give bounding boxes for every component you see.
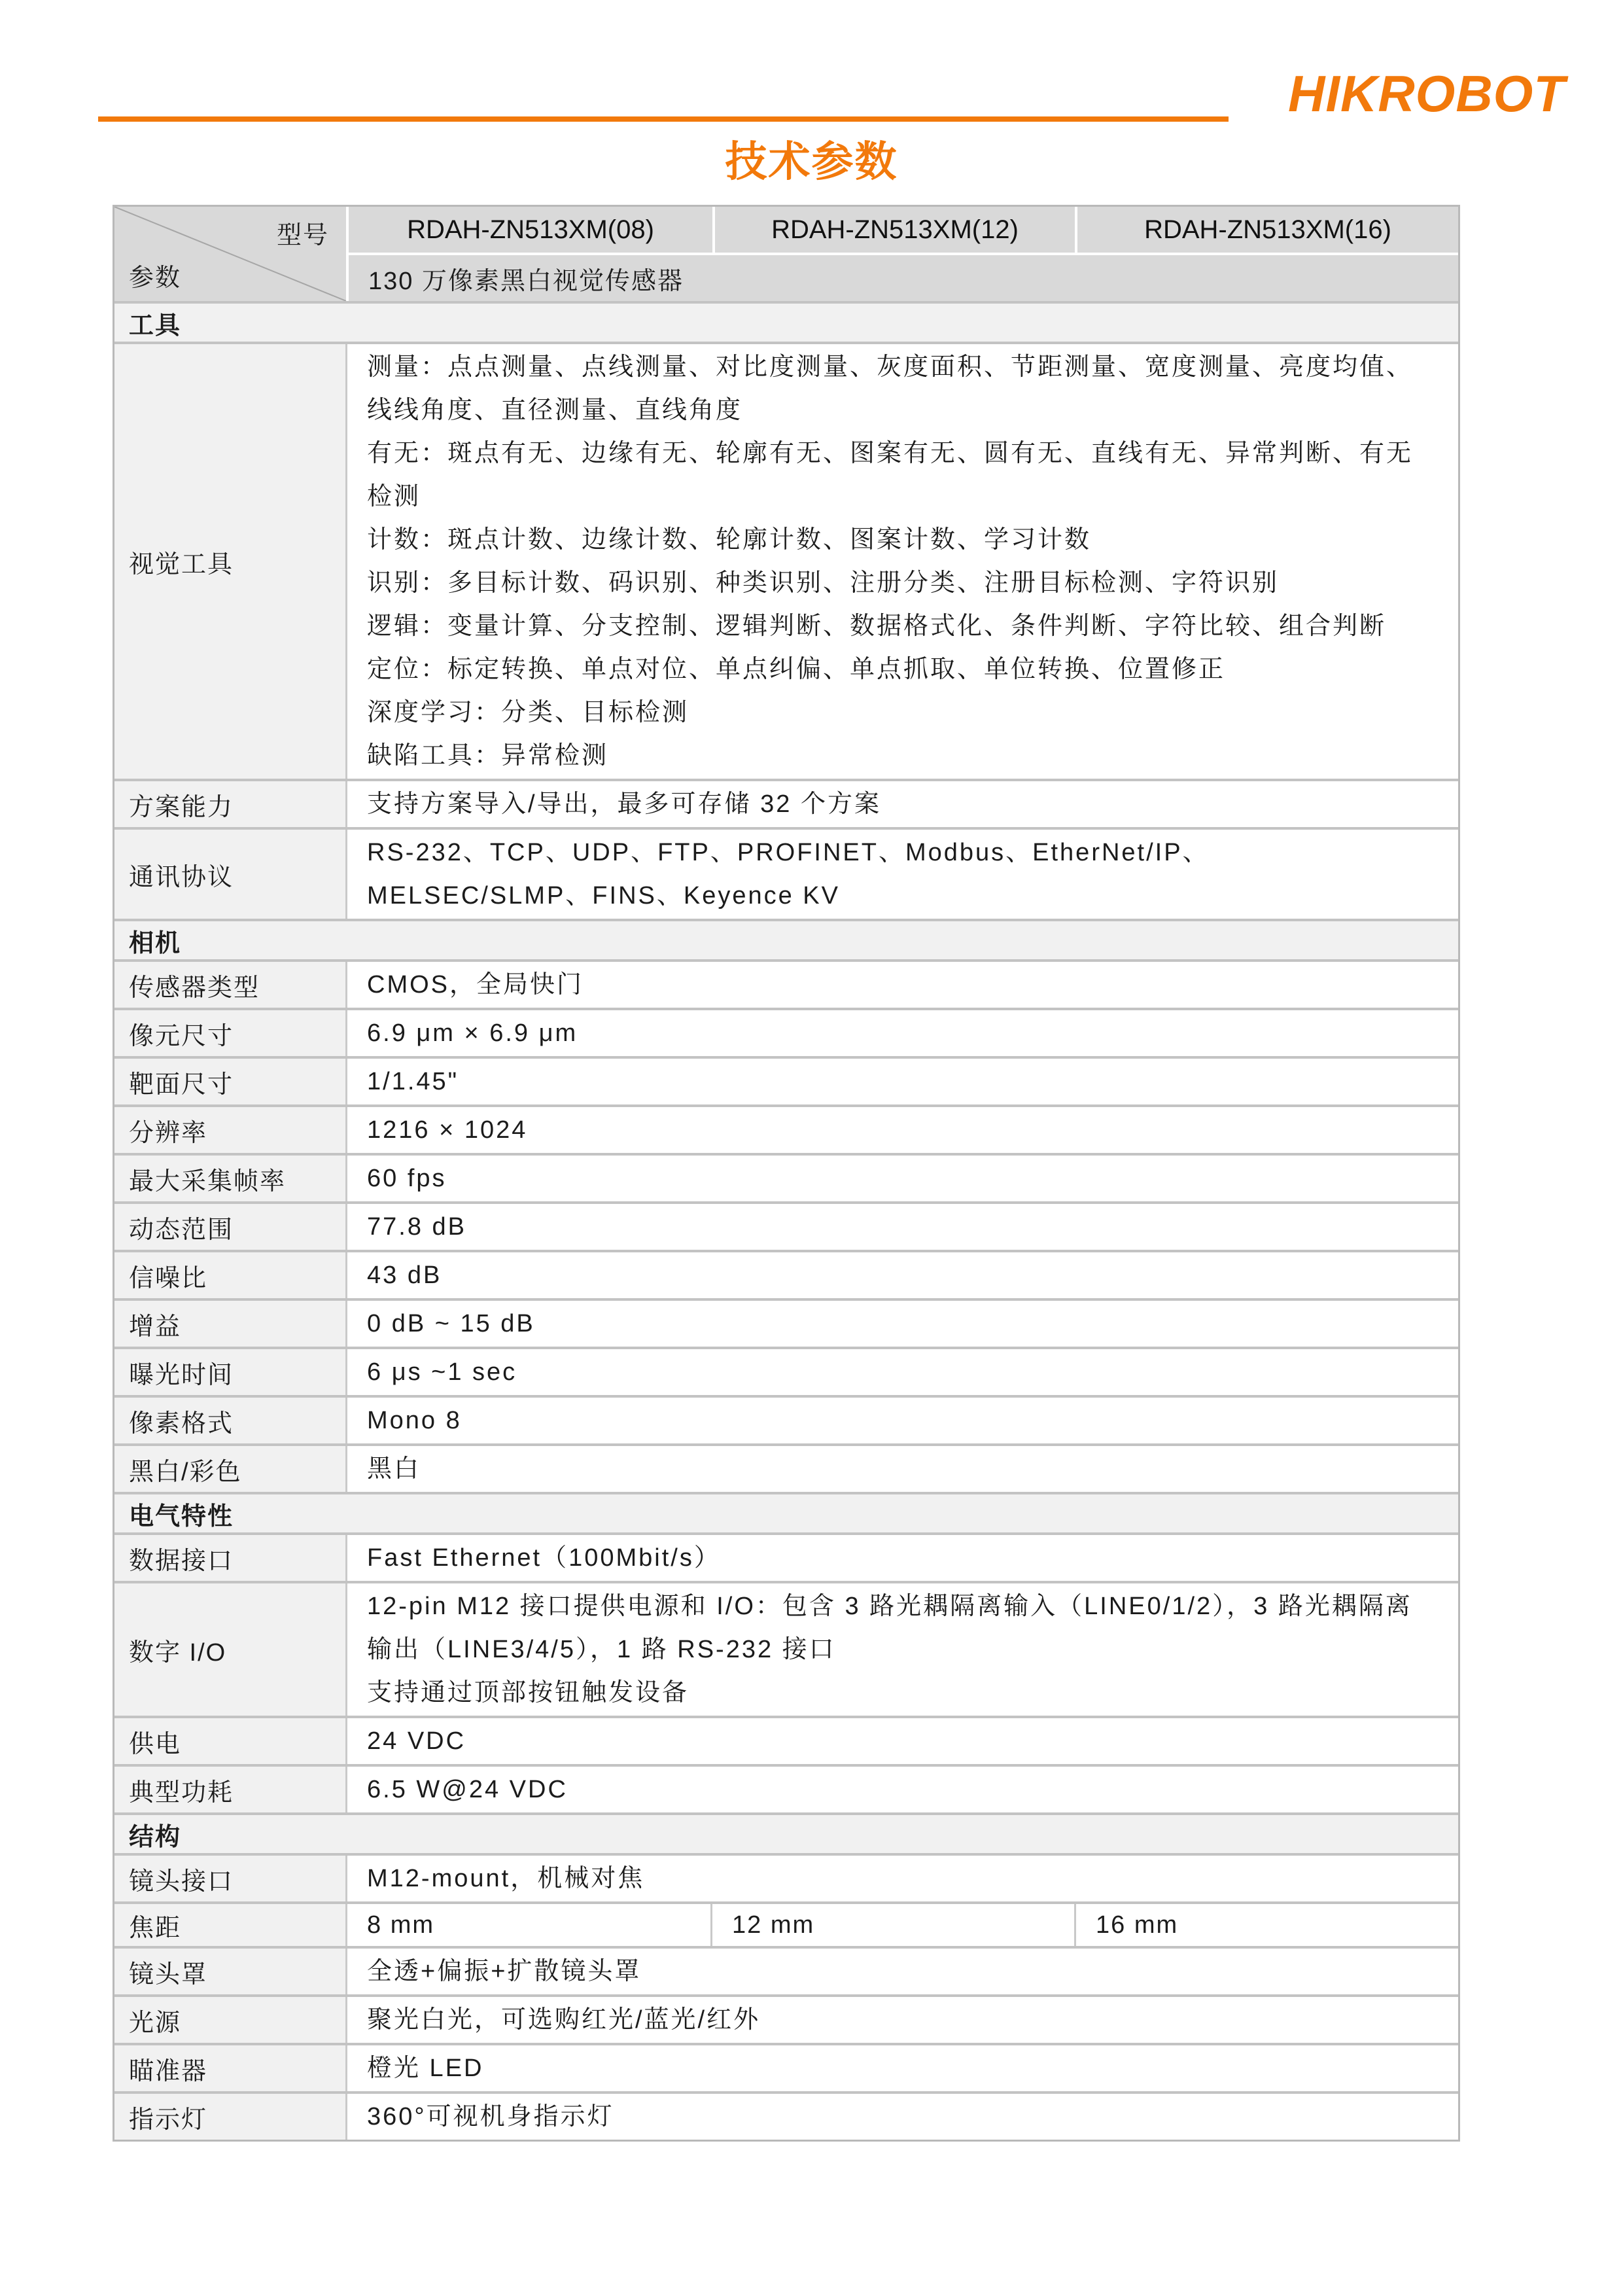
row-value xyxy=(347,1718,1458,1764)
vision-tools-line: 定位：标定转换、单点对位、单点纠偏、单点抓取、单位转换、位置修正 xyxy=(367,656,1226,683)
row-value-text: 6.9 μm × 6.9 μm xyxy=(367,1019,578,1047)
section-camera: 相机 xyxy=(114,919,1458,959)
row-value-text: 全透+偏振+扩散镜头罩 xyxy=(367,1958,642,1985)
section-tools: 工具 xyxy=(114,301,1458,342)
spec-table xyxy=(113,205,1460,2142)
row-value-text: Fast Ethernet（100Mbit/s） xyxy=(367,1544,721,1572)
row-snr xyxy=(114,1250,1458,1298)
row-label: 动态范围 xyxy=(114,1204,347,1250)
row-label: 视觉工具 xyxy=(114,344,347,779)
page-title: 技术参数 xyxy=(725,138,898,185)
row-label: 信噪比 xyxy=(114,1252,347,1298)
row-power-supply xyxy=(114,1716,1458,1764)
row-value xyxy=(347,1949,1458,1994)
row-value-text: RS-232、TCP、UDP、FTP、PROFINET、Modbus、EtherNet/IP、MELSEC/SLMP、FINS、Keyence KV xyxy=(367,839,1210,910)
row-value xyxy=(347,2094,1458,2140)
row-label: 镜头罩 xyxy=(114,1949,347,1994)
row-value-text: 60 fps xyxy=(367,1165,447,1192)
section-structure: 结构 xyxy=(114,1812,1458,1853)
row-value-text: 360°可视机身指示灯 xyxy=(367,2103,614,2130)
row-sensor-type xyxy=(114,959,1458,1008)
row-value-text: CMOS，全局快门 xyxy=(367,971,584,998)
vision-tools-line: 识别：多目标计数、码识别、种类识别、注册分类、注册目标检测、字符识别 xyxy=(367,569,1280,597)
row-value xyxy=(347,1398,1458,1443)
row-label: 靶面尺寸 xyxy=(114,1059,347,1104)
row-pixel-format xyxy=(114,1395,1458,1443)
row-label: 最大采集帧率 xyxy=(114,1156,347,1201)
row-value-text: 77.8 dB xyxy=(367,1213,466,1241)
row-data-interface xyxy=(114,1532,1458,1581)
row-value xyxy=(347,1856,1458,1901)
section-electrical: 电气特性 xyxy=(114,1492,1458,1532)
row-value-text: 聚光白光，可选购红光/蓝光/红外 xyxy=(367,2006,761,2034)
row-focal-length xyxy=(114,1901,1458,1946)
row-label: 像元尺寸 xyxy=(114,1010,347,1056)
vision-tools-line: 计数：斑点计数、边缘计数、轮廓计数、图案计数、学习计数 xyxy=(367,526,1092,554)
row-value-text: Mono 8 xyxy=(367,1407,462,1434)
row-gain xyxy=(114,1298,1458,1347)
row-label: 光源 xyxy=(114,1997,347,2043)
row-value xyxy=(347,1156,1458,1201)
vision-tools-line: 有无：斑点有无、边缘有无、轮廓有无、图案有无、圆有无、直线有无、异常判断、有无检测 xyxy=(367,440,1414,510)
row-indicator xyxy=(114,2091,1458,2140)
row-value xyxy=(347,1997,1458,2043)
row-label: 传感器类型 xyxy=(114,962,347,1008)
series-description-cell: 130 万像素黑白视觉传感器 xyxy=(349,255,1458,301)
row-lens-cover xyxy=(114,1946,1458,1994)
row-lens-mount xyxy=(114,1853,1458,1901)
row-value-text: 6.5 W@24 VDC xyxy=(367,1776,568,1803)
row-label: 指示灯 xyxy=(114,2094,347,2140)
row-scheme-capability xyxy=(114,779,1458,827)
row-value xyxy=(347,1252,1458,1298)
row-value-text: 黑白 xyxy=(367,1455,421,1483)
model-header-16: RDAH-ZN513XM(16) xyxy=(1077,207,1458,253)
row-value xyxy=(347,1204,1458,1250)
row-comm-protocols xyxy=(114,827,1458,919)
row-exposure-time xyxy=(114,1347,1458,1395)
model-header-12: RDAH-ZN513XM(12) xyxy=(715,207,1075,253)
row-value xyxy=(347,1349,1458,1395)
row-value xyxy=(347,830,1458,919)
row-value xyxy=(347,1010,1458,1056)
corner-model-label: 型号 xyxy=(276,222,329,249)
row-label: 数字 I/O xyxy=(114,1583,347,1716)
row-value xyxy=(347,1301,1458,1347)
row-value-text: 支持方案导入/导出，最多可存储 32 个方案 xyxy=(367,790,881,818)
row-value-text: 43 dB xyxy=(367,1262,442,1289)
row-value-text: 24 VDC xyxy=(367,1727,466,1755)
corner-cell xyxy=(114,207,346,301)
row-value xyxy=(347,1535,1458,1581)
row-label: 分辨率 xyxy=(114,1107,347,1153)
row-label: 典型功耗 xyxy=(114,1767,347,1812)
row-value xyxy=(347,781,1458,827)
brand-logo: HIKROBOT xyxy=(1288,65,1565,122)
row-value-text: 6 μs ~1 sec xyxy=(367,1358,517,1386)
row-value xyxy=(347,1583,1458,1716)
row-light-source xyxy=(114,1994,1458,2043)
row-value xyxy=(347,344,1458,779)
row-label: 供电 xyxy=(114,1718,347,1764)
brand-divider-rule xyxy=(98,116,1229,122)
row-value-text: 1/1.45" xyxy=(367,1068,459,1095)
row-value-text: 0 dB ~ 15 dB xyxy=(367,1310,535,1337)
digital-io-line: 12-pin M12 接口提供电源和 I/O：包含 3 路光耦隔离输入（LINE0/1/2），3 路光耦隔离输出（LINE3/4/5），1 路 RS-232 接口 xyxy=(367,1593,1412,1663)
vision-tools-line: 缺陷工具：异常检测 xyxy=(367,742,609,769)
row-mono-color xyxy=(114,1443,1458,1492)
row-cell-size xyxy=(114,1008,1458,1056)
row-label: 镜头接口 xyxy=(114,1856,347,1901)
row-label: 像素格式 xyxy=(114,1398,347,1443)
row-value-text: 橙光 LED xyxy=(367,2055,484,2082)
row-resolution xyxy=(114,1104,1458,1153)
row-label: 焦距 xyxy=(114,1904,347,1946)
row-label: 曝光时间 xyxy=(114,1349,347,1395)
row-value-text: 1216 × 1024 xyxy=(367,1116,528,1144)
row-value xyxy=(347,1107,1458,1153)
vision-tools-line: 深度学习：分类、目标检测 xyxy=(367,699,689,726)
row-value xyxy=(347,1767,1458,1812)
row-label: 增益 xyxy=(114,1301,347,1347)
row-dynamic-range xyxy=(114,1201,1458,1250)
row-sensor-format xyxy=(114,1056,1458,1104)
row-value xyxy=(347,1446,1458,1492)
digital-io-line: 支持通过顶部按钮触发设备 xyxy=(367,1679,689,1706)
row-value-text: M12-mount，机械对焦 xyxy=(367,1865,645,1892)
vision-tools-line: 逻辑：变量计算、分支控制、逻辑判断、数据格式化、条件判断、字符比较、组合判断 xyxy=(367,612,1387,640)
row-label: 方案能力 xyxy=(114,781,347,827)
corner-param-label: 参数 xyxy=(129,264,182,292)
table-header xyxy=(114,207,1458,301)
row-label: 通讯协议 xyxy=(114,830,347,919)
row-power-consumption xyxy=(114,1764,1458,1812)
row-value xyxy=(347,1059,1458,1104)
focal-value-12: 12 mm xyxy=(712,1904,1076,1946)
row-digital-io xyxy=(114,1581,1458,1716)
row-value xyxy=(347,962,1458,1008)
model-header-08: RDAH-ZN513XM(08) xyxy=(349,207,712,253)
row-label: 黑白/彩色 xyxy=(114,1446,347,1492)
row-label: 数据接口 xyxy=(114,1535,347,1581)
row-value xyxy=(347,2045,1458,2091)
row-aimer xyxy=(114,2043,1458,2091)
row-vision-tools xyxy=(114,342,1458,779)
focal-value-08: 8 mm xyxy=(347,1904,712,1946)
row-max-frame-rate xyxy=(114,1153,1458,1201)
row-label: 瞄准器 xyxy=(114,2045,347,2091)
vision-tools-line: 测量：点点测量、点线测量、对比度测量、灰度面积、节距测量、宽度测量、亮度均值、线线角度、直径测量、直线角度 xyxy=(367,353,1414,424)
focal-value-16: 16 mm xyxy=(1076,1904,1458,1946)
